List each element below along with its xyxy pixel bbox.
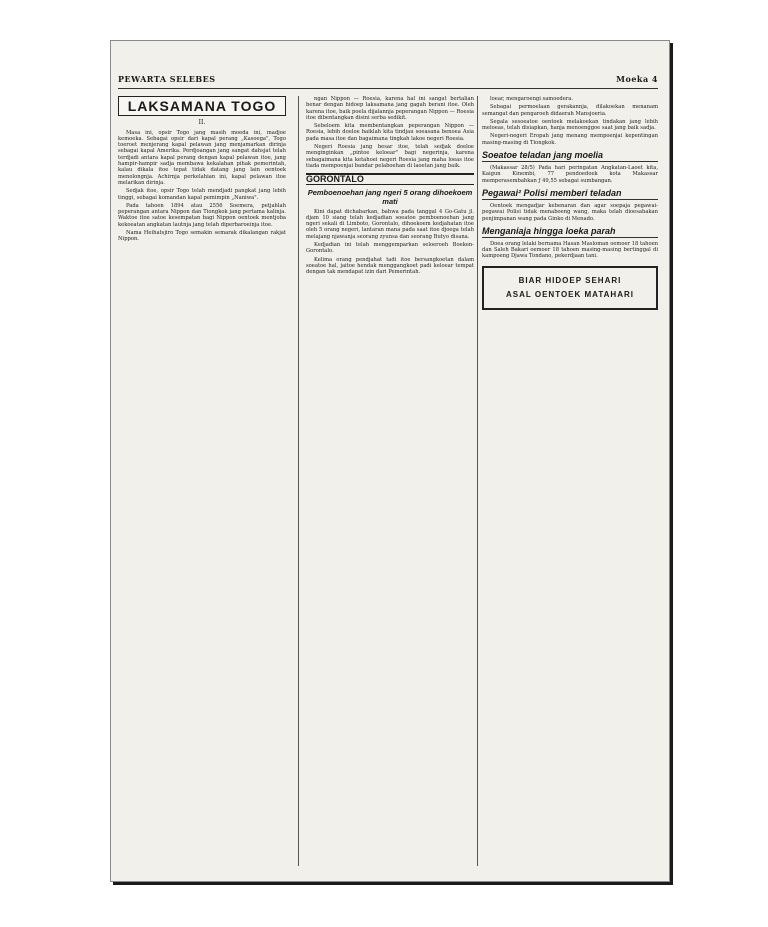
paragraph: Doea orang lelaki bernama Hasan Masloman oemoer 18 tahoen dan Saleh Bakari oemoer 18 tahoen masing-masing bertinggal di kampoeng Djawa Tondano, pekerdjaan tani. <box>482 240 658 260</box>
page-header <box>118 74 658 89</box>
article-heading: Menganiaja hingga loeka parah <box>482 226 658 238</box>
paragraph: Kini dapat dichabarkan, bahwa pada tanggal 4 Go-Gatu jl. djam 10 siang telah kedjadian soeatoe pemboenoehan jang ngeri sekali di Limboto, Gorontalo, dihoekoem kedjahatan itoe oleh 5 orang negeri, lantaran mana pada saat itoe djoega telah melajang njawanja seorang zyunsa dan seorang Butyo disana. <box>306 208 474 240</box>
paragraph: (Makassar 28/5) Pada hari peringatan Angkatan-Laoet kita, Kaigun Kinembi, 77 pendoedoek kota Makassar memperasembahkan ƒ 49,55 sebagai sumbangan. <box>482 165 658 184</box>
paragraph: Sebeloem kita membentangkan peperangan Nippon — Roesia, lebih doeloe baiklah kita tindjau soeasana benoea Asia pada masa itoe dan bagaimana tingkah lakoe negeri Roesia. <box>306 123 474 142</box>
ad-line: ASAL OENTOEK MATAHARI <box>506 289 634 299</box>
paragraph: Pada tahoen 1894 atau 2556 Soemera, petjahlah peperangan antara Nippon dan Tiongkok jang pertama kalinja. Waktoe itoe satoe kesempatan bagi Nippon oentoek mentjoba kekoeatan angkatan lautnja jang telah diperbaroeinja itoe. <box>118 202 286 228</box>
paragraph: loear, mengaroengi samoedera. <box>490 96 574 102</box>
paragraph: Sedjak itoe, opsir Togo telah mendjadi pangkat jang lebih tinggi, sebagai komandan kapal pemimpin „Naniwa". <box>118 188 286 201</box>
paragraph: Negeri Roesia jang besar itoe, telah sedjak doeloe menginginkan „pintoe keloear" bagi negerinja, karena sebagaimana kita ketahoei negeri Roesia jang maha loeas itoe tiada mempoenjai bandar pelaboehan di laoetan jang baik. <box>306 144 474 169</box>
part-number: II. <box>198 119 206 127</box>
paragraph: Sebagai permoelaan gerakannja, dilakoekan menanam semangat dan pengaroeh didaerah Mansjoeria. <box>482 104 658 117</box>
column-1 <box>118 96 286 866</box>
column-2 <box>306 96 474 866</box>
advertisement-box <box>482 266 658 310</box>
paragraph: Masa ini, opsir Togo jang masih moeda ini, madjoe kemoeka. Sebagai opsir dari kapal perang „Kasoega", Togo toeroet menjerang kapal pelawan jang menjamarkan dirinja sebagai kapal Amerika. Perdjoangan jang sangat dahsjat telah terdjadi antara kapal perang dengan kapal pelawan itoe, jang hampir-hampir sadja membawa kekalahan pihak pemerintah, kalau dikala itoe tepat tidak datang jang lain oentoek menolongnja. Achirnja perkelahian ini, kapal pelawan itoe melarikan dirinja. <box>118 129 286 186</box>
paragraph: Kelima orang pendjahat tadi itoe bersangkoetan dalam soeatoe hal, jaitoe hendak menggangkoet padi keloear tempat dengan tak mendapat izin dari Pemerintah. <box>306 256 474 276</box>
article-heading: Soeatoe teladan jang moelia <box>482 150 658 162</box>
paragraph: Negeri-negeri Eropah jang menang mempoenjai kepentingan masing-masing di Tiongkok. <box>482 133 658 146</box>
page-number: Moeka 4 <box>616 74 658 84</box>
section-heading: GORONTALO <box>306 173 474 184</box>
paragraph: Segala sesoeatoe oentoek melakoekan tindakan jang lebih meloeas, telah disiapkan, hanja menoenggoe saat jang baik sadja. <box>482 118 658 132</box>
column-divider <box>298 96 299 866</box>
article-subheading: Pemboenoehan jang ngeri 5 orang dihoekoem mati <box>307 187 473 206</box>
article-heading: Pegawai² Polisi memberi teladan <box>482 188 658 200</box>
ad-line: BIAR HIDOEP SEHARI <box>518 275 622 285</box>
column-3 <box>482 96 658 866</box>
paragraph: Kedjadian ini telah menggemparkan seloeroeh Boeken-Gorontalo. <box>306 242 474 255</box>
column-divider <box>477 96 478 866</box>
paragraph: Nama Heihatsjiro Togo semakin semarak dikalangan rakjat Nippon. <box>118 230 286 243</box>
publication-name: PEWARTA SELEBES <box>118 74 216 84</box>
paragraph: ngan Nippon — Roesia, karena hal ini sangat bertalian benar dengan hidoep laksamana jang gagah berani itoe. Oleh karena itoe, baik poela dijalannja peperangan Nippon — Roesia itoe dibentangkan disini serba sedikit. <box>306 96 474 121</box>
article-title: LAKSAMANA TOGO <box>118 96 286 116</box>
paragraph: Oentoek mengadjar kebenaran dan agar soepaja pegawai-pegawai Polisi tidak menaboeng wang, maka telah dioesahakan penjimpanan wang pada Ginko di Menado. <box>482 202 658 222</box>
